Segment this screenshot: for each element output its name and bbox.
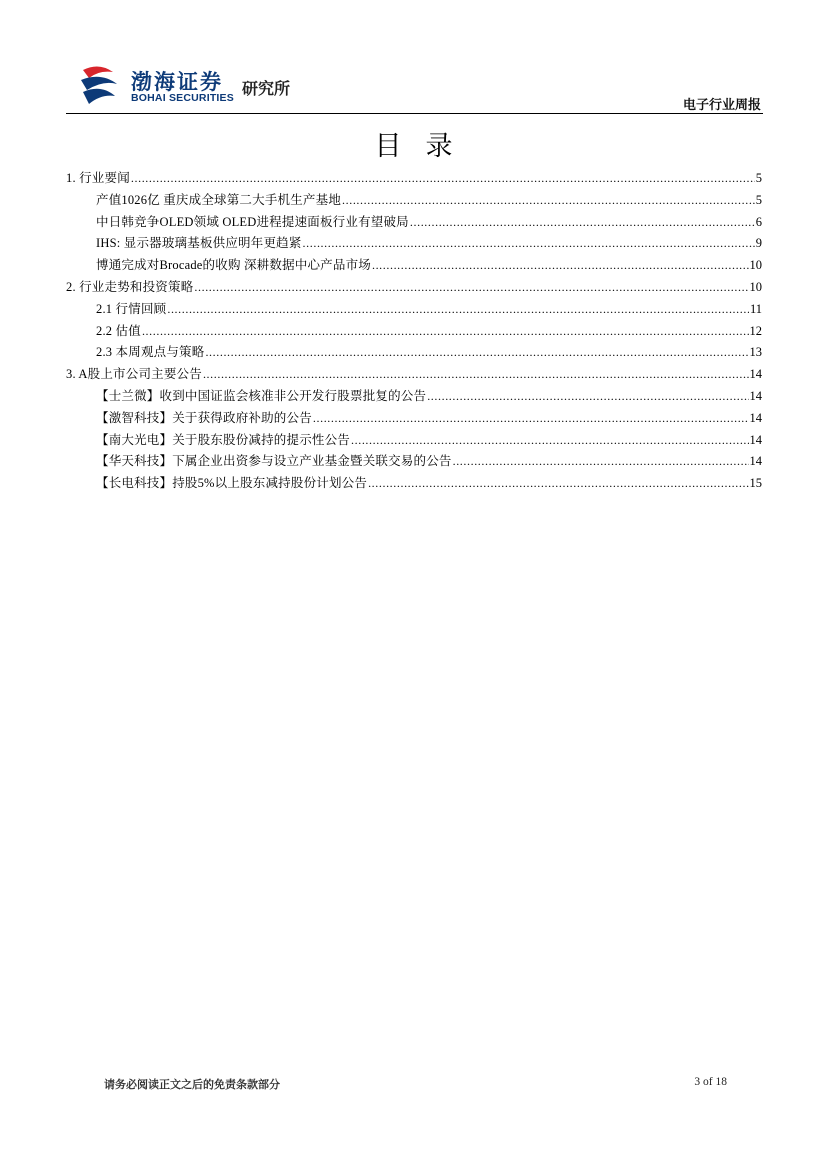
toc-entry-page: 15 <box>749 476 762 491</box>
toc-dot-leader <box>194 277 748 299</box>
toc-entry-page: 12 <box>749 323 762 338</box>
toc-dot-leader <box>313 408 749 430</box>
toc-subsection-entry[interactable] <box>66 342 762 364</box>
toc-entry-title: 中日韩竞争OLED领域 OLED进程提速面板行业有望破局 <box>96 214 409 229</box>
toc-entry-title: 2.1 行情回顾 <box>96 301 167 316</box>
toc-subsection-entry[interactable] <box>66 190 762 212</box>
toc-entry-page: 14 <box>749 432 762 447</box>
toc-dot-leader <box>205 342 748 364</box>
toc-entry-title: 博通完成对Brocade的收购 深耕数据中心产品市场 <box>96 258 371 273</box>
toc-dot-leader <box>303 233 755 255</box>
toc-subsection-entry[interactable] <box>66 212 762 234</box>
toc-subsection-entry[interactable] <box>66 451 762 473</box>
toc-dot-leader <box>427 386 748 408</box>
toc-section-entry[interactable] <box>66 168 762 190</box>
toc-dot-leader <box>351 430 748 452</box>
toc-subsection-entry[interactable] <box>66 299 762 321</box>
table-of-contents <box>66 168 762 495</box>
toc-dot-leader <box>167 299 749 321</box>
toc-dot-leader <box>368 473 748 495</box>
toc-entry-page: 5 <box>755 192 762 207</box>
toc-dot-leader <box>131 168 755 190</box>
toc-entry-page: 6 <box>755 214 762 229</box>
bohai-logo-mark-icon <box>79 64 119 106</box>
toc-entry-title: 1. 行业要闻 <box>66 171 130 185</box>
toc-entry-title: 2.2 估值 <box>96 323 141 338</box>
toc-title: 目录 <box>374 131 477 162</box>
page-number: 3 of 18 <box>694 1076 727 1088</box>
toc-dot-leader <box>410 212 755 234</box>
toc-entry-page: 10 <box>749 279 762 294</box>
toc-dot-leader <box>203 364 749 386</box>
toc-entry-title: 【华天科技】下属企业出资参与设立产业基金暨关联交易的公告 <box>96 454 452 469</box>
toc-subsection-entry[interactable] <box>66 321 762 343</box>
toc-section-entry[interactable] <box>66 364 762 386</box>
toc-entry-page: 13 <box>749 345 762 360</box>
report-type-label: 电子行业周报 <box>682 98 761 113</box>
toc-subsection-entry[interactable] <box>66 233 762 255</box>
toc-entry-title: 【激智科技】关于获得政府补助的公告 <box>96 410 312 425</box>
toc-subsection-entry[interactable] <box>66 473 762 495</box>
logo-department: 研究所 <box>242 79 291 98</box>
toc-entry-title: 3. A股上市公司主要公告 <box>66 367 202 382</box>
toc-subsection-entry[interactable] <box>66 255 762 277</box>
toc-subsection-entry[interactable] <box>66 386 762 408</box>
toc-dot-leader <box>372 255 749 277</box>
toc-entry-title: 【南大光电】关于股东股份减持的提示性公告 <box>96 432 351 447</box>
logo-company-name-en: BOHAI SECURITIES <box>131 92 234 104</box>
toc-dot-leader <box>342 190 755 212</box>
toc-entry-page: 14 <box>749 367 762 382</box>
toc-entry-title: 【士兰微】收到中国证监会核准非公开发行股票批复的公告 <box>96 388 427 403</box>
toc-entry-page: 9 <box>755 236 762 251</box>
toc-dot-leader <box>142 321 749 343</box>
toc-dot-leader <box>453 451 749 473</box>
bohai-logo <box>79 64 299 108</box>
toc-entry-page: 14 <box>749 410 762 425</box>
toc-subsection-entry[interactable] <box>66 408 762 430</box>
header-divider <box>66 113 763 114</box>
toc-entry-title: 【长电科技】持股5%以上股东减持股份计划公告 <box>96 476 368 491</box>
disclaimer-note: 请务必阅读正文之后的免责条款部分 <box>104 1078 280 1091</box>
toc-entry-title: 2. 行业走势和投资策略 <box>66 279 194 294</box>
toc-entry-page: 14 <box>749 454 762 469</box>
toc-subsection-entry[interactable] <box>66 430 762 452</box>
toc-section-entry[interactable] <box>66 277 762 299</box>
toc-entry-title: IHS: 显示器玻璃基板供应明年更趋紧 <box>96 236 302 251</box>
toc-entry-page: 10 <box>749 258 762 273</box>
toc-entry-page: 5 <box>755 171 762 185</box>
toc-entry-page: 14 <box>749 388 762 403</box>
logo-company-name-cn: 渤海证券 <box>131 70 223 94</box>
toc-entry-page: 11 <box>749 301 762 316</box>
page-header <box>66 60 763 114</box>
toc-entry-title: 2.3 本周观点与策略 <box>96 345 205 360</box>
toc-entry-title: 产值1026亿 重庆成全球第二大手机生产基地 <box>96 192 342 207</box>
